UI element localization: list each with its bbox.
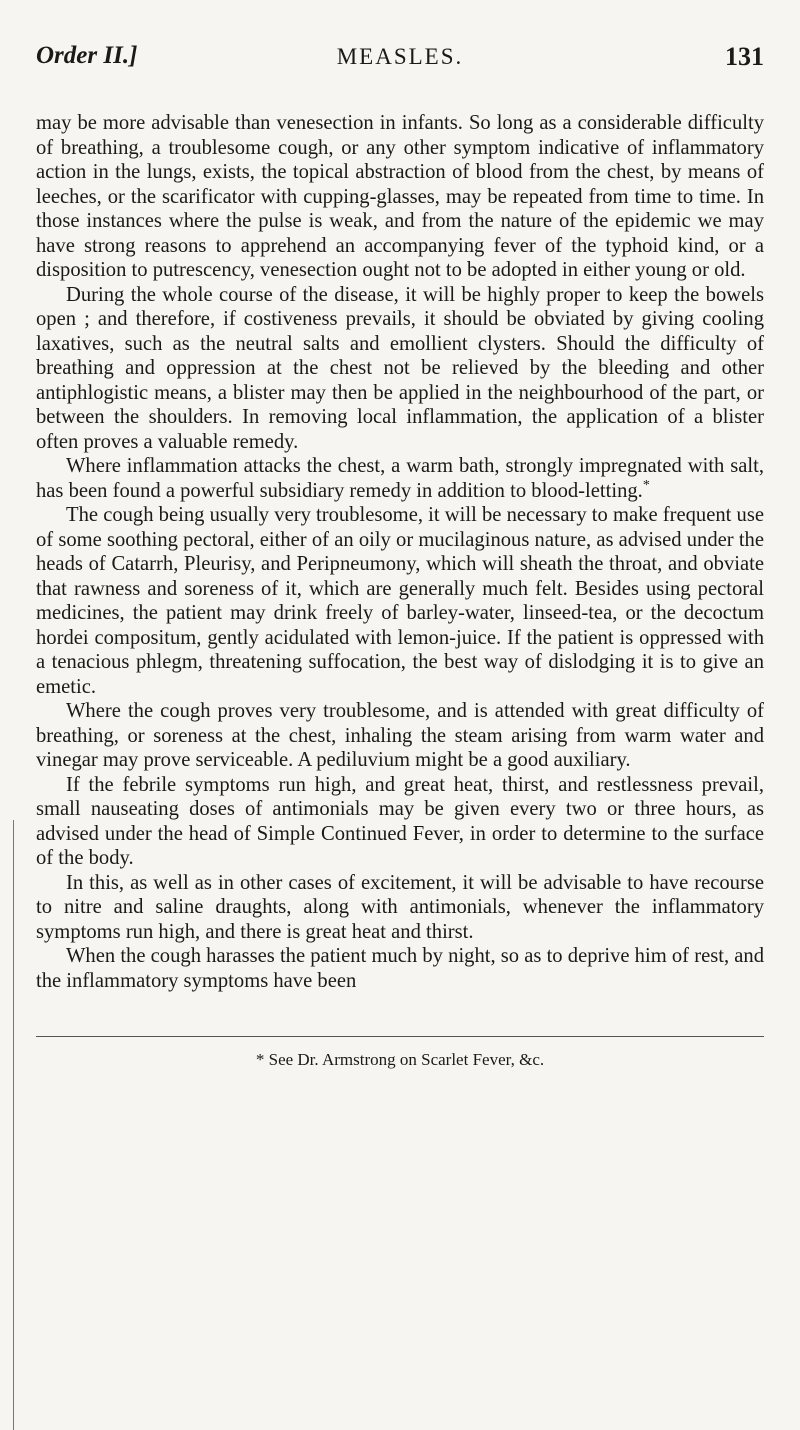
footnote-divider xyxy=(36,1036,764,1037)
section-reference: Order II.] xyxy=(36,42,138,69)
paragraph: During the whole course of the disease, it will be highly proper to keep the bowels open ; and therefore, if costiveness prevails, it should be obviated by giving cooling laxatives, such as the neutral salts and emollient clysters. Should the difficulty of breathing and oppression at the chest not be relieved by the bleeding and other antiphlogistic means, a blister may then be applied in the neighbourhood of the part, or between the shoulders. In removing local inflammation, the application of a blister often proves a valuable remedy. xyxy=(36,283,764,453)
paragraph: The cough being usually very troublesome, it will be necessary to make frequent use of some soothing pectoral, either of an oily or mucilaginous nature, as advised under the heads of Catarrh, Pleurisy, and Peripneumony, which will sheath the throat, and obviate that rawness and soreness of it, which are generally much felt. Besides using pectoral medicines, the patient may drink freely of barley-water, linseed-tea, or the decoctum hordei compositum, gently acidulated with lemon-juice. If the patient is oppressed with a tenacious phlegm, threatening suffocation, the best way of dislodging it is to give an emetic. xyxy=(36,504,764,698)
paragraph: may be more advisable than venesection in infants. So long as a considerable difficulty of breathing, a troublesome cough, or any other symptom indicative of inflammatory action in the lungs, exists, the topical abstraction of blood from the chest, by means of leeches, or the scarificator with cupping-glasses, may be repeated from time to time. In those instances where the pulse is weak, and from the nature of the epidemic we may have strong reasons to apprehend an accompanying fever of the typhoid kind, or a disposition to putrescency, venesection ought not to be adopted in either young or old. xyxy=(36,112,764,281)
footnote: * See Dr. Armstrong on Scarlet Fever, &c. xyxy=(255,1050,545,1069)
paragraph xyxy=(36,454,764,503)
paragraph: Where the cough proves very troublesome, and is attended with great difficulty of breathing, or soreness at the chest, inhaling the steam arising from warm water and vinegar may prove serviceable. A pediluvium might be a good auxiliary. xyxy=(36,700,764,771)
running-header xyxy=(36,42,764,82)
paragraph: If the febrile symptoms run high, and great heat, thirst, and restlessness prevail, small nauseating doses of antimonials may be given every two or three hours, as advised under the head of Simple Continued Fever, in order to determine to the surface of the body. xyxy=(36,773,764,869)
page-number: 131 xyxy=(725,42,764,71)
paragraph-text: Where inflammation attacks the chest, a warm bath, strongly impregnated with salt, has been found a powerful subsidiary remedy in addition to blood-letting. xyxy=(36,455,764,502)
body-text xyxy=(36,111,764,993)
footnote-marker: * xyxy=(642,477,650,493)
paragraph: When the cough harasses the patient much by night, so as to deprive him of rest, and the inflammatory symptoms have been xyxy=(36,945,764,992)
page-binding-edge xyxy=(13,820,14,1430)
page-title: MEASLES. xyxy=(336,44,464,69)
paragraph: In this, as well as in other cases of excitement, it will be advisable to have recourse to nitre and saline draughts, along with antimonials, whenever the inflammatory symptoms run high, and there is great heat and thirst. xyxy=(36,871,764,943)
